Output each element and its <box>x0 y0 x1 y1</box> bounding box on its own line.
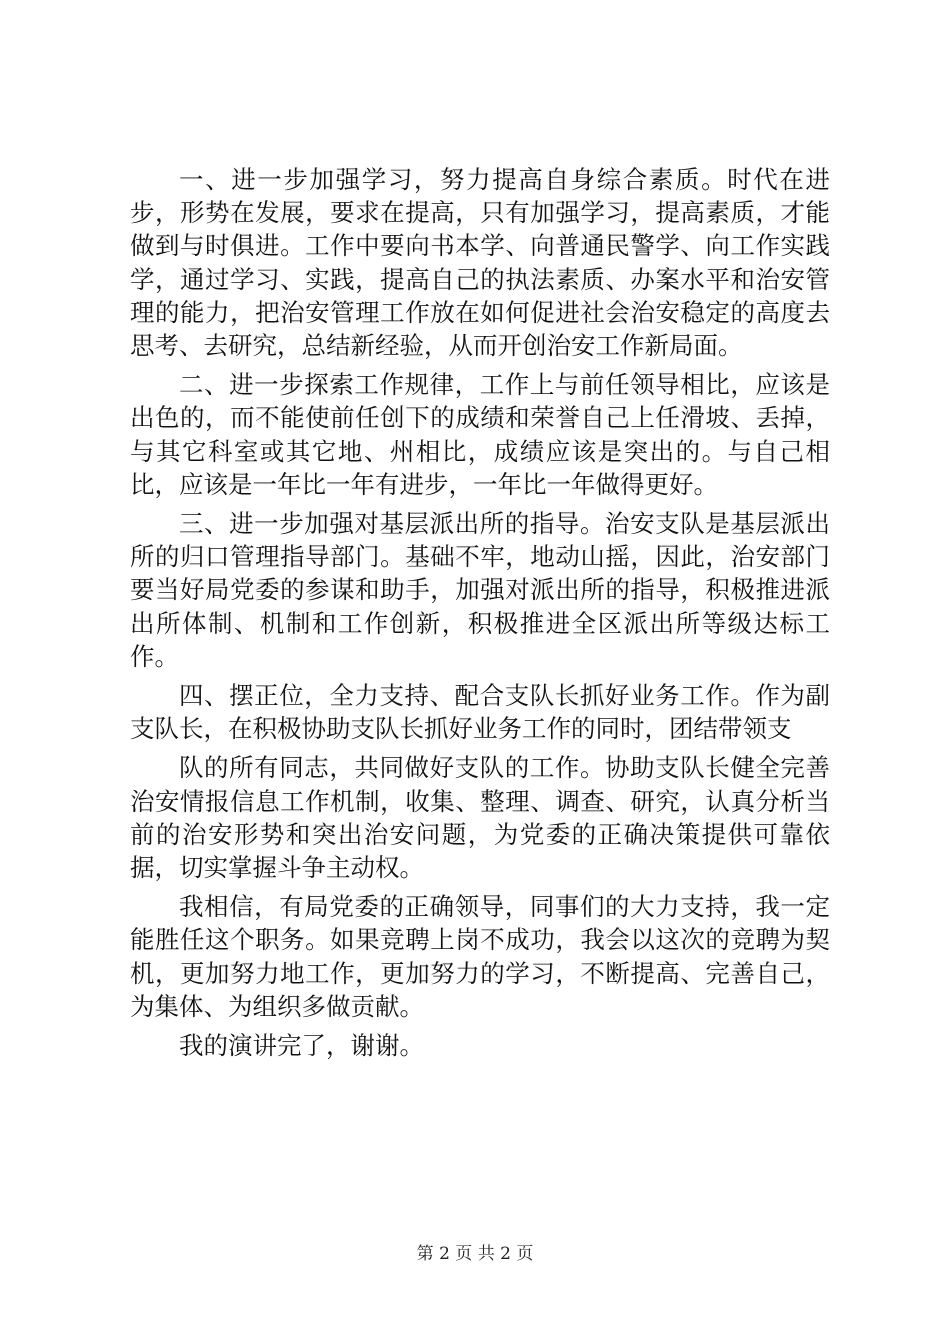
paragraph-2: 二、进一步探索工作规律，工作上与前任领导相比，应该是出色的，而不能使前任创下的成绩和荣誉自己上任滑坡、丢掉，与其它科室或其它地、州相比，成绩应该是突出的。与自己相比，应该是一年比一年有进步，一年比一年做得更好。 <box>130 370 830 499</box>
paragraph-5: 队的所有同志，共同做好支队的工作。协助支队长健全完善治安情报信息工作机制，收集、整理、调查、研究，认真分析当前的治安形势和突出治安问题，为党委的正确决策提供可靠依据，切实掌握斗争主动权。 <box>130 753 830 883</box>
paragraph-1: 一、进一步加强学习，努力提高自身综合素质。时代在进步，形势在发展，要求在提高，只有加强学习，提高素质，才能做到与时俱进。工作中要向书本学、向普通民警学、向工作实践学，通过学习、实践，提高自己的执法素质、办案水平和治安管理的能力，把治安管理工作放在如何促进社会治安稳定的高度去思考、去研究，总结新经验，从而开创治安工作新局面。 <box>130 165 830 361</box>
page-number-footer: 第 2 页 共 2 页 <box>416 1244 534 1264</box>
document-body <box>130 163 830 1068</box>
paragraph-7: 我的演讲完了，谢谢。 <box>179 1031 424 1061</box>
paragraph-6: 我相信，有局党委的正确领导，同事们的大力支持，我一定能胜任这个职务。如果竞聘上岗不成功，我会以这次的竞聘为契机，更加努力地工作，更加努力的学习，不断提高、完善自己，为集体、为组织多做贡献。 <box>130 892 830 1021</box>
paragraph-4: 四、摆正位，全力支持、配合支队长抓好业务工作。作为副支队长，在积极协助支队长抓好业务工作的同时，团结带领支 <box>130 681 830 744</box>
paragraph-3: 三、进一步加强对基层派出所的指导。治安支队是基层派出所的归口管理指导部门。基础不牢，地动山摇，因此，治安部门要当好局党委的参谋和助手，加强对派出所的指导，积极推进派出所体制、机制和工作创新，积极推进全区派出所等级达标工作。 <box>130 509 830 671</box>
